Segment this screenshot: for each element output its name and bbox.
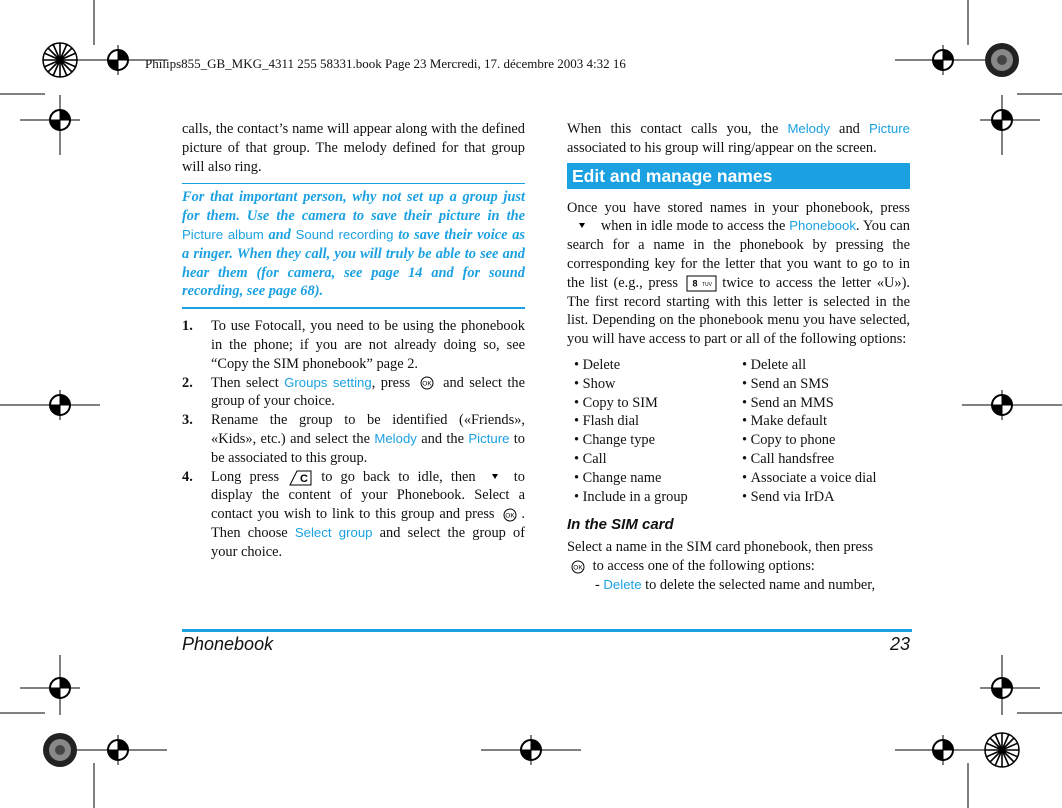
step-number: 1. bbox=[182, 318, 193, 335]
section-heading: Edit and manage names bbox=[567, 163, 910, 189]
paragraph-text: . You can search for a name in the phonebook by pressing the corresponding key for the letter that you want to go to in the list (e.g., press bbox=[567, 218, 910, 291]
down-arrow-icon bbox=[567, 221, 597, 233]
list-item: • Call bbox=[574, 450, 742, 469]
picture-link[interactable]: Picture bbox=[868, 121, 910, 136]
list-item: • Call handsfree bbox=[742, 450, 902, 469]
step-text: to display the content of your Phonebook. Select a contact you wish to link to this group and press bbox=[211, 468, 525, 523]
eight-key-label: 8 bbox=[692, 278, 698, 289]
ok-key-label: OK bbox=[421, 380, 432, 388]
sound-recording-link[interactable]: Sound recording bbox=[295, 226, 394, 242]
registration-mark-icon bbox=[516, 735, 546, 765]
down-arrow-icon bbox=[484, 471, 506, 483]
dash-marker: - bbox=[595, 576, 600, 593]
list-item: • Delete bbox=[574, 356, 742, 375]
list-item: • Delete all bbox=[742, 356, 902, 375]
groups-setting-link[interactable]: Groups setting bbox=[284, 374, 372, 390]
list-item: • Associate a voice dial bbox=[742, 469, 902, 488]
ok-key-icon bbox=[567, 560, 589, 574]
registration-mark-icon bbox=[928, 735, 958, 765]
ok-key-label: OK bbox=[505, 512, 516, 520]
eight-key-icon bbox=[684, 275, 717, 292]
paragraph-text: twice to access the letter «U»). The first record starting with this letter is selected in the list. Depending on the phonebook menu you have selected, you will have access to part or all of the following options: bbox=[567, 274, 910, 348]
step-text: Then select bbox=[211, 374, 285, 391]
list-item: • Send an SMS bbox=[742, 375, 902, 394]
paragraph-text: Select a name in the SIM card phonebook, then press bbox=[567, 539, 874, 556]
picture-album-link[interactable]: Picture album bbox=[182, 226, 264, 242]
select-group-link[interactable]: Select group bbox=[294, 524, 373, 540]
tip-top-rule bbox=[182, 183, 525, 184]
paragraph-text: to access one of the following options: bbox=[589, 557, 815, 574]
list-item: • Send an MMS bbox=[742, 394, 902, 413]
registration-mark-icon bbox=[45, 673, 75, 703]
step-text: to be associated to this group. bbox=[211, 430, 525, 466]
left-column bbox=[182, 120, 525, 562]
footer-section-title: Phonebook bbox=[182, 634, 274, 654]
ok-key-icon bbox=[499, 508, 521, 522]
list-item: • Include in a group bbox=[574, 488, 742, 507]
ok-key-icon bbox=[416, 376, 438, 390]
right-column bbox=[567, 120, 910, 595]
starburst-mark-icon bbox=[984, 732, 1020, 768]
step-number: 2. bbox=[182, 374, 193, 391]
c-key-icon bbox=[287, 469, 313, 486]
edit-names-paragraph bbox=[567, 199, 910, 349]
tip-bottom-rule bbox=[182, 307, 525, 309]
step-text: to go back to idle, then bbox=[313, 468, 484, 485]
melody-link[interactable]: Melody bbox=[787, 121, 830, 136]
step-text: , press bbox=[371, 374, 416, 391]
step-number: 4. bbox=[182, 468, 193, 485]
step-text: Long press bbox=[211, 468, 288, 485]
paragraph-text: to delete the selected name and number, bbox=[641, 576, 876, 593]
registration-mark-icon bbox=[928, 45, 958, 75]
list-item: • Make default bbox=[742, 412, 902, 431]
grey-dot-mark-icon bbox=[984, 42, 1020, 78]
list-item: • Change name bbox=[574, 469, 742, 488]
tip-box bbox=[182, 188, 525, 301]
list-item bbox=[182, 468, 525, 562]
footer-rule bbox=[182, 629, 912, 632]
step-text: and select the group of your choice. bbox=[211, 524, 526, 560]
steps-list bbox=[182, 317, 525, 561]
step-number: 3. bbox=[182, 412, 193, 429]
picture-link[interactable]: Picture bbox=[468, 430, 510, 446]
page-number: 23 bbox=[889, 634, 910, 654]
list-item: • Change type bbox=[574, 431, 742, 450]
grey-dot-mark-icon bbox=[42, 732, 78, 768]
list-item: • Copy to phone bbox=[742, 431, 902, 450]
ok-key-label: OK bbox=[573, 564, 583, 572]
eight-key-letters: TUV bbox=[701, 281, 712, 288]
paragraph-text: Once you have stored names in your phonebook, press bbox=[567, 199, 910, 216]
list-item bbox=[182, 374, 525, 412]
sim-card-paragraph bbox=[567, 538, 910, 576]
tip-text: and bbox=[263, 226, 296, 243]
step-text: and the bbox=[416, 430, 469, 447]
tip-text: For that important person, why not set up a group just for them. Use the camera to save their picture in the bbox=[182, 189, 525, 225]
registration-mark-icon bbox=[987, 105, 1017, 135]
list-item bbox=[182, 317, 525, 373]
list-item: • Flash dial bbox=[574, 412, 742, 431]
registration-mark-icon bbox=[45, 105, 75, 135]
intro-paragraph: calls, the contact’s name will appear along with the defined picture of that group. The melody defined for that group will also ring. bbox=[182, 121, 525, 175]
registration-mark-icon bbox=[103, 45, 133, 75]
step-text: Rename the group to be identified («Friends», «Kids», etc.) and select the bbox=[211, 412, 525, 447]
paragraph-text: when in idle mode to access the bbox=[597, 218, 790, 235]
contact-calls-paragraph bbox=[567, 120, 910, 158]
list-item: • Show bbox=[574, 375, 742, 394]
c-key-label: C bbox=[300, 472, 309, 485]
sim-option-item bbox=[567, 576, 910, 595]
registration-mark-icon bbox=[987, 390, 1017, 420]
paragraph-text: and bbox=[829, 121, 869, 137]
list-item bbox=[182, 411, 525, 467]
registration-mark-icon bbox=[45, 390, 75, 420]
step-text: and select the group of your choice. bbox=[211, 374, 525, 410]
phonebook-link[interactable]: Phonebook bbox=[789, 218, 856, 234]
tip-text: to save their voice as a ringer. When they call, you will truly be able to see and hear them (for camera, see page 14 and for sound recording, see page 68). bbox=[182, 226, 525, 300]
step-text: To use Fotocall, you need to be using the phonebook in the phone; if you are not already doing so, see “Copy the SIM phonebook” page 2. bbox=[211, 318, 525, 372]
list-item: • Send via IrDA bbox=[742, 488, 902, 507]
options-list bbox=[567, 356, 910, 506]
registration-mark-icon bbox=[103, 735, 133, 765]
paragraph-text: associated to his group will ring/appear on the screen. bbox=[567, 139, 877, 156]
registration-mark-icon bbox=[987, 673, 1017, 703]
paragraph-text: When this contact calls you, the bbox=[567, 121, 788, 137]
sim-card-heading: In the SIM card bbox=[567, 516, 674, 534]
delete-link[interactable]: Delete bbox=[603, 576, 642, 592]
step-text: . Then choose bbox=[211, 506, 525, 541]
file-header: Philips855_GB_MKG_4311 255 58331.book Page 23 Mercredi, 17. décembre 2003 4:32 16 bbox=[145, 56, 626, 71]
list-item: • Copy to SIM bbox=[574, 394, 742, 413]
starburst-mark-icon bbox=[42, 42, 78, 78]
melody-link[interactable]: Melody bbox=[374, 430, 417, 446]
